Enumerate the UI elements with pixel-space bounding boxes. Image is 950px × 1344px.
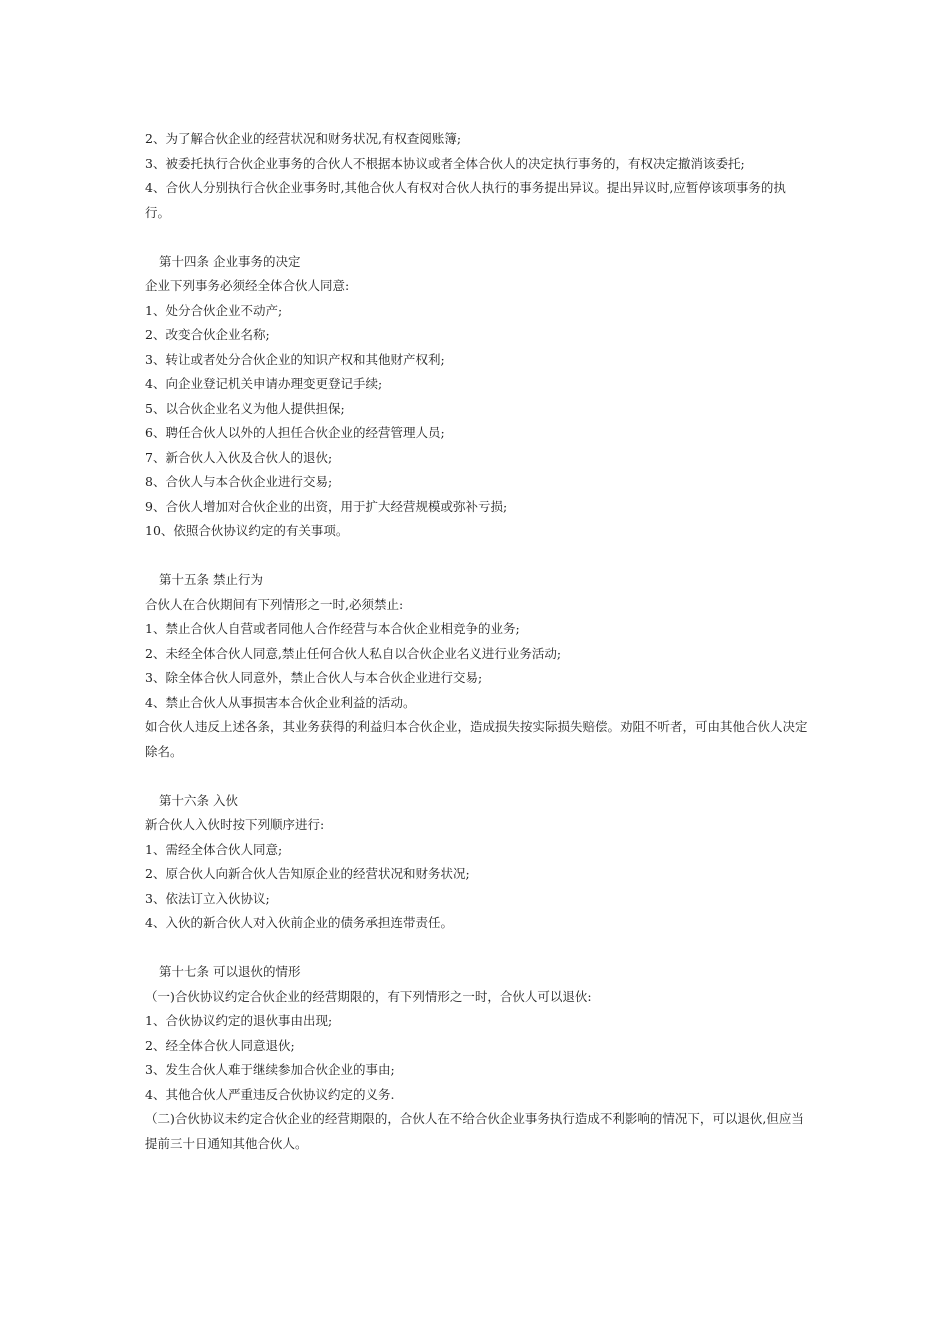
article-14-item: 7、新合伙人入伙及合伙人的退伙; bbox=[145, 449, 333, 465]
spacer bbox=[145, 544, 810, 569]
article-14-heading: 第十四条 企业事务的决定 bbox=[159, 253, 301, 269]
article-16-lead: 新合伙人入伙时按下列顺序进行: bbox=[145, 817, 325, 832]
article-17-closing: （二)合伙协议未约定合伙企业的经营期限的，合伙人在不给合伙企业事务执行造成不利影响的情况下，可以退伙,但应当提前三十日通知其他合伙人。 bbox=[145, 1111, 804, 1151]
article-15-item: 3、除全体合伙人同意外，禁止合伙人与本合伙企业进行交易; bbox=[145, 670, 483, 685]
article-15-lead: 合伙人在合伙期间有下列情形之一时,必须禁止: bbox=[145, 596, 404, 612]
article-15-item: 4、禁止合伙人从事损害本合伙企业利益的活动。 bbox=[145, 694, 416, 710]
article-14-item: 2、改变合伙企业名称; bbox=[145, 327, 270, 342]
article-14-item: 5、以合伙企业名义为他人提供担保; bbox=[145, 400, 345, 416]
intro-item: 3、被委托执行合伙企业事务的合伙人不根据本协议或者全体合伙人的决定执行事务的，有权决定撤消该委托; bbox=[145, 155, 745, 171]
intro-item: 4、合伙人分别执行合伙企业事务时,其他合伙人有权对合伙人执行的事务提出异议。提出异议时,应暂停该项事务的执行。 bbox=[145, 180, 786, 220]
article-16-item: 4、入伙的新合伙人对入伙前企业的债务承担连带责任。 bbox=[145, 915, 453, 930]
article-16-item: 2、原合伙人向新合伙人告知原企业的经营状况和财务状况; bbox=[145, 866, 470, 881]
article-14-item: 9、合伙人增加对合伙企业的出资，用于扩大经营规模或弥补亏损; bbox=[145, 498, 508, 514]
article-16-item: 3、依法订立入伙协议; bbox=[145, 890, 270, 906]
article-17-item: 1、合伙协议约定的退伙事由出现; bbox=[145, 1013, 333, 1028]
article-17-heading: 第十七条 可以退伙的情形 bbox=[159, 964, 301, 979]
spacer bbox=[145, 936, 810, 961]
spacer bbox=[145, 225, 810, 250]
article-17-lead: （一)合伙协议约定合伙企业的经营期限的，有下列情形之一时，合伙人可以退伙: bbox=[145, 988, 592, 1004]
article-15-closing: 如合伙人违反上述各条，其业务获得的利益归本合伙企业，造成损失按实际损失赔偿。劝阻不听者，可由其他合伙人决定除名。 bbox=[145, 719, 808, 759]
article-17-item: 4、其他合伙人严重违反合伙协议约定的义务. bbox=[145, 1086, 395, 1102]
article-14-lead: 企业下列事务必须经全体合伙人同意: bbox=[145, 278, 350, 293]
article-17-item: 3、发生合伙人难于继续参加合伙企业的事由; bbox=[145, 1062, 395, 1077]
article-15-heading: 第十五条 禁止行为 bbox=[159, 572, 263, 587]
article-16-heading: 第十六条 入伙 bbox=[159, 792, 238, 808]
article-14-item: 10、依照合伙协议约定的有关事项。 bbox=[145, 523, 349, 538]
article-14-item: 1、处分合伙企业不动产; bbox=[145, 302, 283, 318]
article-16-item: 1、需经全体合伙人同意; bbox=[145, 841, 283, 857]
article-17-item: 2、经全体合伙人同意退伙; bbox=[145, 1037, 295, 1053]
spacer bbox=[145, 764, 810, 789]
intro-item: 2、为了解合伙企业的经营状况和财务状况,有权查阅账簿; bbox=[145, 131, 462, 146]
article-14-item: 6、聘任合伙人以外的人担任合伙企业的经营管理人员; bbox=[145, 425, 445, 440]
article-14-item: 3、转让或者处分合伙企业的知识产权和其他财产权利; bbox=[145, 351, 445, 367]
article-15-item: 1、禁止合伙人自营或者同他人合作经营与本合伙企业相竞争的业务; bbox=[145, 621, 520, 636]
article-15-item: 2、未经全体合伙人同意,禁止任何合伙人私自以合伙企业名义进行业务活动; bbox=[145, 645, 562, 661]
article-14-item: 4、向企业登记机关申请办理变更登记手续; bbox=[145, 376, 383, 391]
document-body bbox=[145, 127, 810, 1156]
article-14-item: 8、合伙人与本合伙企业进行交易; bbox=[145, 474, 333, 489]
